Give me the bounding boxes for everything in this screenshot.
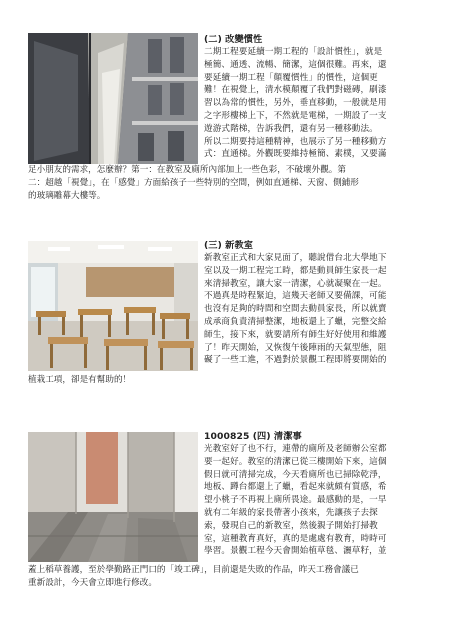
paragraph-line: 之字形樓梯上下，不然就是電梯，一期設了一支 xyxy=(204,110,387,121)
paragraph-line: 二：超越「視覺」，在「感覺」方面給孩子一些特別的空間，例如直通梯、天窗、側鋪形 xyxy=(28,177,359,188)
paragraph-line: 望小桃子不再視上廁所畏途。最感動的是，一早 xyxy=(204,495,387,506)
paragraph-line: 式：直通梯。外觀既要維持極簡、素樸，又要滿 xyxy=(204,149,387,160)
paragraph-line: 來清掃教室，讓大家一清潔，心就凝聚在一起。 xyxy=(204,278,387,289)
paragraph-line: 植栽工項，卻是有幫助的！ xyxy=(28,375,132,385)
paragraph-line: 要延續一期工程「顛覆慣性」的慣性，這個更 xyxy=(204,72,378,83)
paragraph-line: 難！在視覺上，清水模顛覆了我們對磁磚，刷漆 xyxy=(204,85,387,96)
paragraph-line: 室，這種教育真好，真的是處處有教育，時時可 xyxy=(204,533,387,544)
paragraph-line: 假日就可清掃完成，今天看廁所也已掃除乾淨， xyxy=(204,469,387,480)
section-heading: 1000825 (四) 清潔事 xyxy=(204,431,302,442)
paragraph-line: 習以為常的慣性，另外，垂直移動，一般就是用 xyxy=(204,98,387,109)
restroom-photo xyxy=(28,432,198,562)
paragraph-line: 要一起好。教室的清潔已從三樓開始下來，這個 xyxy=(204,456,387,467)
paragraph-line: 室以及一期工程完工時，都是動員師生家長一起 xyxy=(204,265,387,276)
paragraph-line: 重新設計，今天會立即進行修改。 xyxy=(28,577,157,588)
paragraph-line: 所以二期要持這種精神，也展示了另一種移動方 xyxy=(204,136,387,147)
paragraph-line: 了！昨天開始，又恢復午後陣雨的天氣型態，阻 xyxy=(204,342,387,353)
paragraph-line: 二期工程要延續一期工程的「設計慣性」，就是 xyxy=(204,47,383,57)
section-text-full xyxy=(28,564,428,590)
paragraph-line: 極簡、通透、流暢、簡潔，這個很難。再來，還 xyxy=(204,59,387,70)
paragraph-line: 遊游式階梯，告訴我們，還有另一種移動法。 xyxy=(204,123,378,134)
classroom-photo xyxy=(28,241,198,371)
paragraph-line: 蓋上稻草養護，至於學勤路正門口的「竣工碑」，目前還是失敗的作品，昨天工務會議已 xyxy=(28,565,359,575)
paragraph-line: 足小朋友的需求，怎麼辦？第一：在教室及廁所內部加上一些色彩，不破壞外觀。第 xyxy=(28,165,346,175)
building-corridor-photo xyxy=(28,33,198,164)
section-text-wrapped xyxy=(204,239,430,367)
paragraph-line: 師生，接下來，就要請所有師生好好使用和維護 xyxy=(204,329,387,340)
section-text-full xyxy=(28,374,428,387)
paragraph-line: 學習。景觀工程今天會開始植草毯、灑草籽，並 xyxy=(204,546,387,557)
paragraph-line: 新教室正式和大家見面了，聽說借台北大學地下 xyxy=(204,253,387,263)
paragraph-line: 的玻璃雕幕大樓等。 xyxy=(28,190,106,201)
section-text-wrapped xyxy=(204,430,430,558)
paragraph-line: 成承商負責清掃整潔，地板還上了蠟，完整交給 xyxy=(204,316,387,327)
paragraph-line: 地板、蹲台都還上了蠟，看起來就頗有質感，希 xyxy=(204,482,387,493)
paragraph-line: 不過真是時程緊迫，這幾天老師又要備課，可能 xyxy=(204,291,387,302)
section-text-wrapped xyxy=(204,33,430,161)
section-heading: (二) 改變慣性 xyxy=(204,34,263,45)
section-text-full xyxy=(28,164,428,202)
paragraph-line: 索，發現自己的新教室，然後親子開始打掃教 xyxy=(204,520,378,531)
paragraph-line: 就有二年級的家長帶著小孩來，先讓孩子去探 xyxy=(204,507,378,518)
section-heading: (三) 新教室 xyxy=(204,240,254,251)
paragraph-line: 礙了一些工進，不過對於景觀工程即將要開始的 xyxy=(204,355,387,366)
paragraph-line: 光教室好了也不行，連帶的廁所及老師辦公室都 xyxy=(204,444,387,454)
paragraph-line: 也沒有足夠的時間和空間去動員家長，所以就賣 xyxy=(204,304,387,315)
